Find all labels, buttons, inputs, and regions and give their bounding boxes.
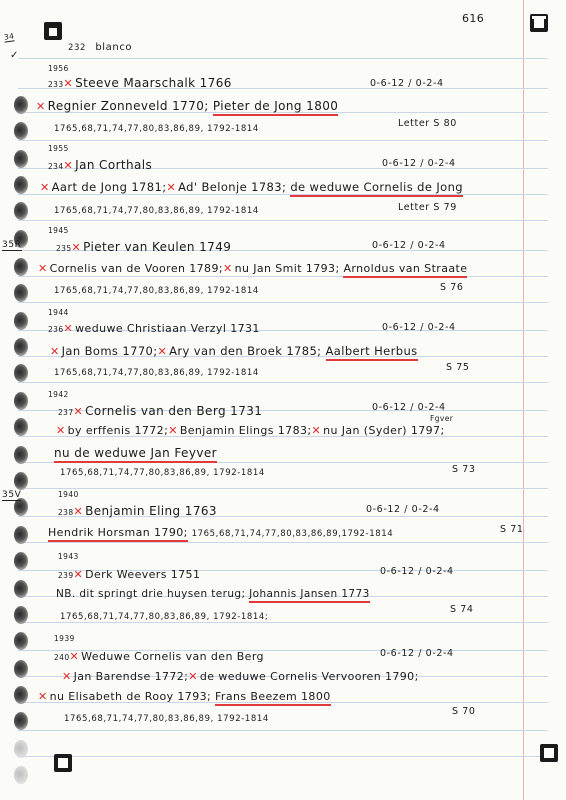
rent-amount: 0-6-12 / 0-2-4 [382,158,456,169]
owner-name: Benjamin Elings 1783; [179,424,312,437]
entry-number: 235 [56,244,72,253]
margin-line [523,0,524,800]
owner-name: Pieter van Keulen 1749 [83,240,232,254]
entry-234-line2 [40,180,463,194]
letter-ref: Letter S 79 [398,202,457,213]
entry-240-line2 [62,670,419,683]
owner-name: Jan Boms 1770; [61,344,158,358]
entry-235-line2 [38,262,467,275]
corner-marker-icon [54,754,72,772]
red-cross-icon: ✕ [69,650,80,663]
checkmark-icon: ✓ [10,50,19,61]
punch-hole [14,526,28,544]
red-cross-icon: ✕ [63,159,74,172]
ruled-line [18,140,548,141]
letter-ref: Letter S 80 [398,118,457,129]
punch-hole [14,632,28,650]
punch-hole [14,338,28,356]
owner-name: Cornelis van den Berg 1731 [85,404,263,418]
punch-hole [14,472,28,490]
red-cross-icon: ✕ [73,568,84,581]
red-cross-icon: ✕ [168,424,178,437]
entry-number: 233 [48,80,64,89]
ruled-line [18,220,548,221]
letter-ref: S 73 [452,464,476,475]
entry-number: 232 [68,43,87,53]
current-owner: Johannis Jansen 1773 [249,588,369,603]
entry-237-line2 [56,424,445,437]
owner-name: Ary van den Broek 1785; [169,344,322,358]
owner-name: Jan Corthals [75,158,153,172]
red-cross-icon: ✕ [62,670,72,683]
entry-234-line1 [48,158,152,172]
letter-ref: S 74 [450,604,474,615]
punch-hole [14,606,28,624]
punch-hole [14,364,28,382]
correction-note: Fgver [430,414,454,423]
entry-237-line1 [58,404,262,418]
ruled-line [18,488,548,489]
punch-hole [14,446,28,464]
rent-amount: 0-6-12 / 0-2-4 [380,648,454,659]
entry-232 [68,42,132,53]
punch-hole [14,686,28,704]
entry-240-line3 [38,690,331,703]
red-cross-icon: ✕ [157,345,168,358]
punch-hole [14,150,28,168]
rent-amount: 0-6-12 / 0-2-4 [380,566,454,577]
entry-number: 240 [54,653,70,662]
ruled-line [18,276,548,277]
entry-236-line1 [48,322,260,335]
punch-hole [14,418,28,436]
letter-ref: S 70 [452,706,476,717]
entry-number: 234 [48,162,64,171]
punch-hole [14,122,28,140]
margin-note: 35R [2,240,22,250]
ruled-line [18,730,548,731]
punch-hole [14,96,28,114]
ruled-line [18,382,548,383]
rent-amount: 0-6-12 / 0-2-4 [366,504,440,515]
ref-number: 1956 [48,64,69,73]
entry-237-line3 [54,446,217,460]
letter-ref: S 75 [446,362,470,373]
owner-name: weduwe Christiaan Verzyl 1731 [75,322,260,335]
owner-name: Cornelis van de Vooren 1789; [49,262,223,275]
entry-235-line1 [56,240,231,254]
years-list: 1765,68,71,74,77,80,83,86,89, 1792-1814 [60,468,265,478]
rent-amount: 0-6-12 / 0-2-4 [372,240,446,251]
ref-number: 1943 [58,552,79,561]
punch-hole [14,712,28,730]
margin-note: 35V [2,490,22,500]
owner-name: nu Elisabeth de Rooy 1793; [49,690,212,703]
rent-amount: 0-6-12 / 0-2-4 [372,402,446,413]
punch-hole [14,284,28,302]
ref-number: 1939 [54,634,75,643]
owner-name: Jan Barendse 1772; [73,670,189,683]
rent-amount: 0-6-12 / 0-2-4 [382,322,456,333]
punch-hole [14,552,28,570]
ref-number: 1942 [48,390,69,399]
ruled-line [18,302,548,303]
years-list: 1765,68,71,74,77,80,83,86,89, 1792-1814 [54,286,259,296]
red-cross-icon: ✕ [63,77,74,90]
entry-number: 239 [58,571,74,580]
red-cross-icon: ✕ [222,262,233,275]
ruled-line [18,542,548,543]
ruled-line [18,194,548,195]
entry-number: 236 [48,325,64,334]
owner-name: Benjamin Eling 1763 [85,504,217,518]
punch-hole [14,176,28,194]
red-cross-icon: ✕ [36,100,46,113]
entry-238-line1 [58,504,217,518]
punch-hole [14,312,28,330]
punch-hole [14,660,28,678]
owner-name: Aart de Jong 1781; [51,180,167,194]
current-owner: Arnoldus van Straate [343,262,467,278]
punch-hole [14,580,28,598]
entry-239-line2 [56,588,370,600]
punch-hole [14,258,28,276]
years-list: 1765,68,71,74,77,80,83,86,89, 1792-1814; [60,612,269,622]
ruled-line [18,622,548,623]
red-cross-icon: ✕ [73,405,84,418]
years-list: 1765,68,71,74,77,80,83,86,89, 1792-1814 [64,714,269,724]
red-cross-icon: ✕ [40,181,50,194]
red-cross-icon: ✕ [56,424,66,437]
owner-name: nu Jan (Syder) 1797; [323,424,445,437]
entry-236-line2 [50,344,418,358]
entry-description: blanco [95,42,133,53]
rent-amount: 0-6-12 / 0-2-4 [370,78,444,89]
current-owner: Pieter de Jong 1800 [213,99,338,116]
margin-note: 34 [3,31,15,42]
current-owner: de weduwe Cornelis de Jong [290,180,463,197]
red-cross-icon: ✕ [188,670,198,683]
owner-name: Steeve Maarschalk 1766 [75,76,232,90]
current-owner: Aalbert Herbus [326,344,418,361]
red-cross-icon: ✕ [73,505,84,518]
entry-239-line1 [58,568,200,581]
owner-name: by erffenis 1772; [67,424,169,437]
current-owner: Frans Beezem 1800 [215,690,331,706]
red-cross-icon: ✕ [311,424,322,437]
ruled-line [18,756,548,757]
years-list: 1765,68,71,74,77,80,83,86,89, 1792-1814 [54,124,259,134]
ref-number: 1955 [48,144,69,153]
entry-number: 237 [58,408,74,417]
ref-number: 1945 [48,226,69,235]
entry-233-line2 [36,99,338,113]
entry-240-line1 [54,650,264,663]
ruled-line [18,58,548,59]
years-list: 1765,68,71,74,77,80,83,86,89,1792-1814 [191,529,394,539]
years-list: 1765,68,71,74,77,80,83,86,89, 1792-1814 [54,206,259,216]
page-number: 616 [462,12,485,25]
punch-hole [14,740,28,758]
red-cross-icon: ✕ [63,322,74,335]
owner-name: Regnier Zonneveld 1770; [47,99,209,113]
corner-marker-icon [540,744,558,762]
red-cross-icon: ✕ [50,345,60,358]
red-cross-icon: ✕ [71,241,82,254]
entry-number: 238 [58,508,74,517]
owner-name: Weduwe Cornelis van den Berg [81,650,264,663]
letter-ref: S 71 [500,524,524,535]
punch-hole [14,392,28,410]
entry-238-line2 [48,526,393,539]
owner-name: Derk Weevers 1751 [85,568,201,581]
years-list: 1765,68,71,74,77,80,83,86,89, 1792-1814 [54,368,259,378]
letter-ref: S 76 [440,282,464,293]
owner-name: nu Jan Smit 1793; [234,262,340,275]
owner-name: de weduwe Cornelis Vervooren 1790; [199,670,419,683]
owner-name: Ad' Belonje 1783; [178,180,287,194]
corner-marker-icon [44,22,62,40]
current-owner: nu de weduwe Jan Feyver [54,446,217,463]
punch-hole [14,766,28,784]
red-cross-icon: ✕ [38,690,48,703]
red-cross-icon: ✕ [38,262,48,275]
ref-number: 1940 [58,490,79,499]
note-text: NB. dit springt drie huysen terug; [56,588,246,600]
punch-hole [14,202,28,220]
red-cross-icon: ✕ [166,181,177,194]
entry-233-line1 [48,76,232,90]
corner-marker-icon [530,14,548,32]
current-owner: Hendrik Horsman 1790; [48,526,188,542]
ref-number: 1944 [48,308,69,317]
